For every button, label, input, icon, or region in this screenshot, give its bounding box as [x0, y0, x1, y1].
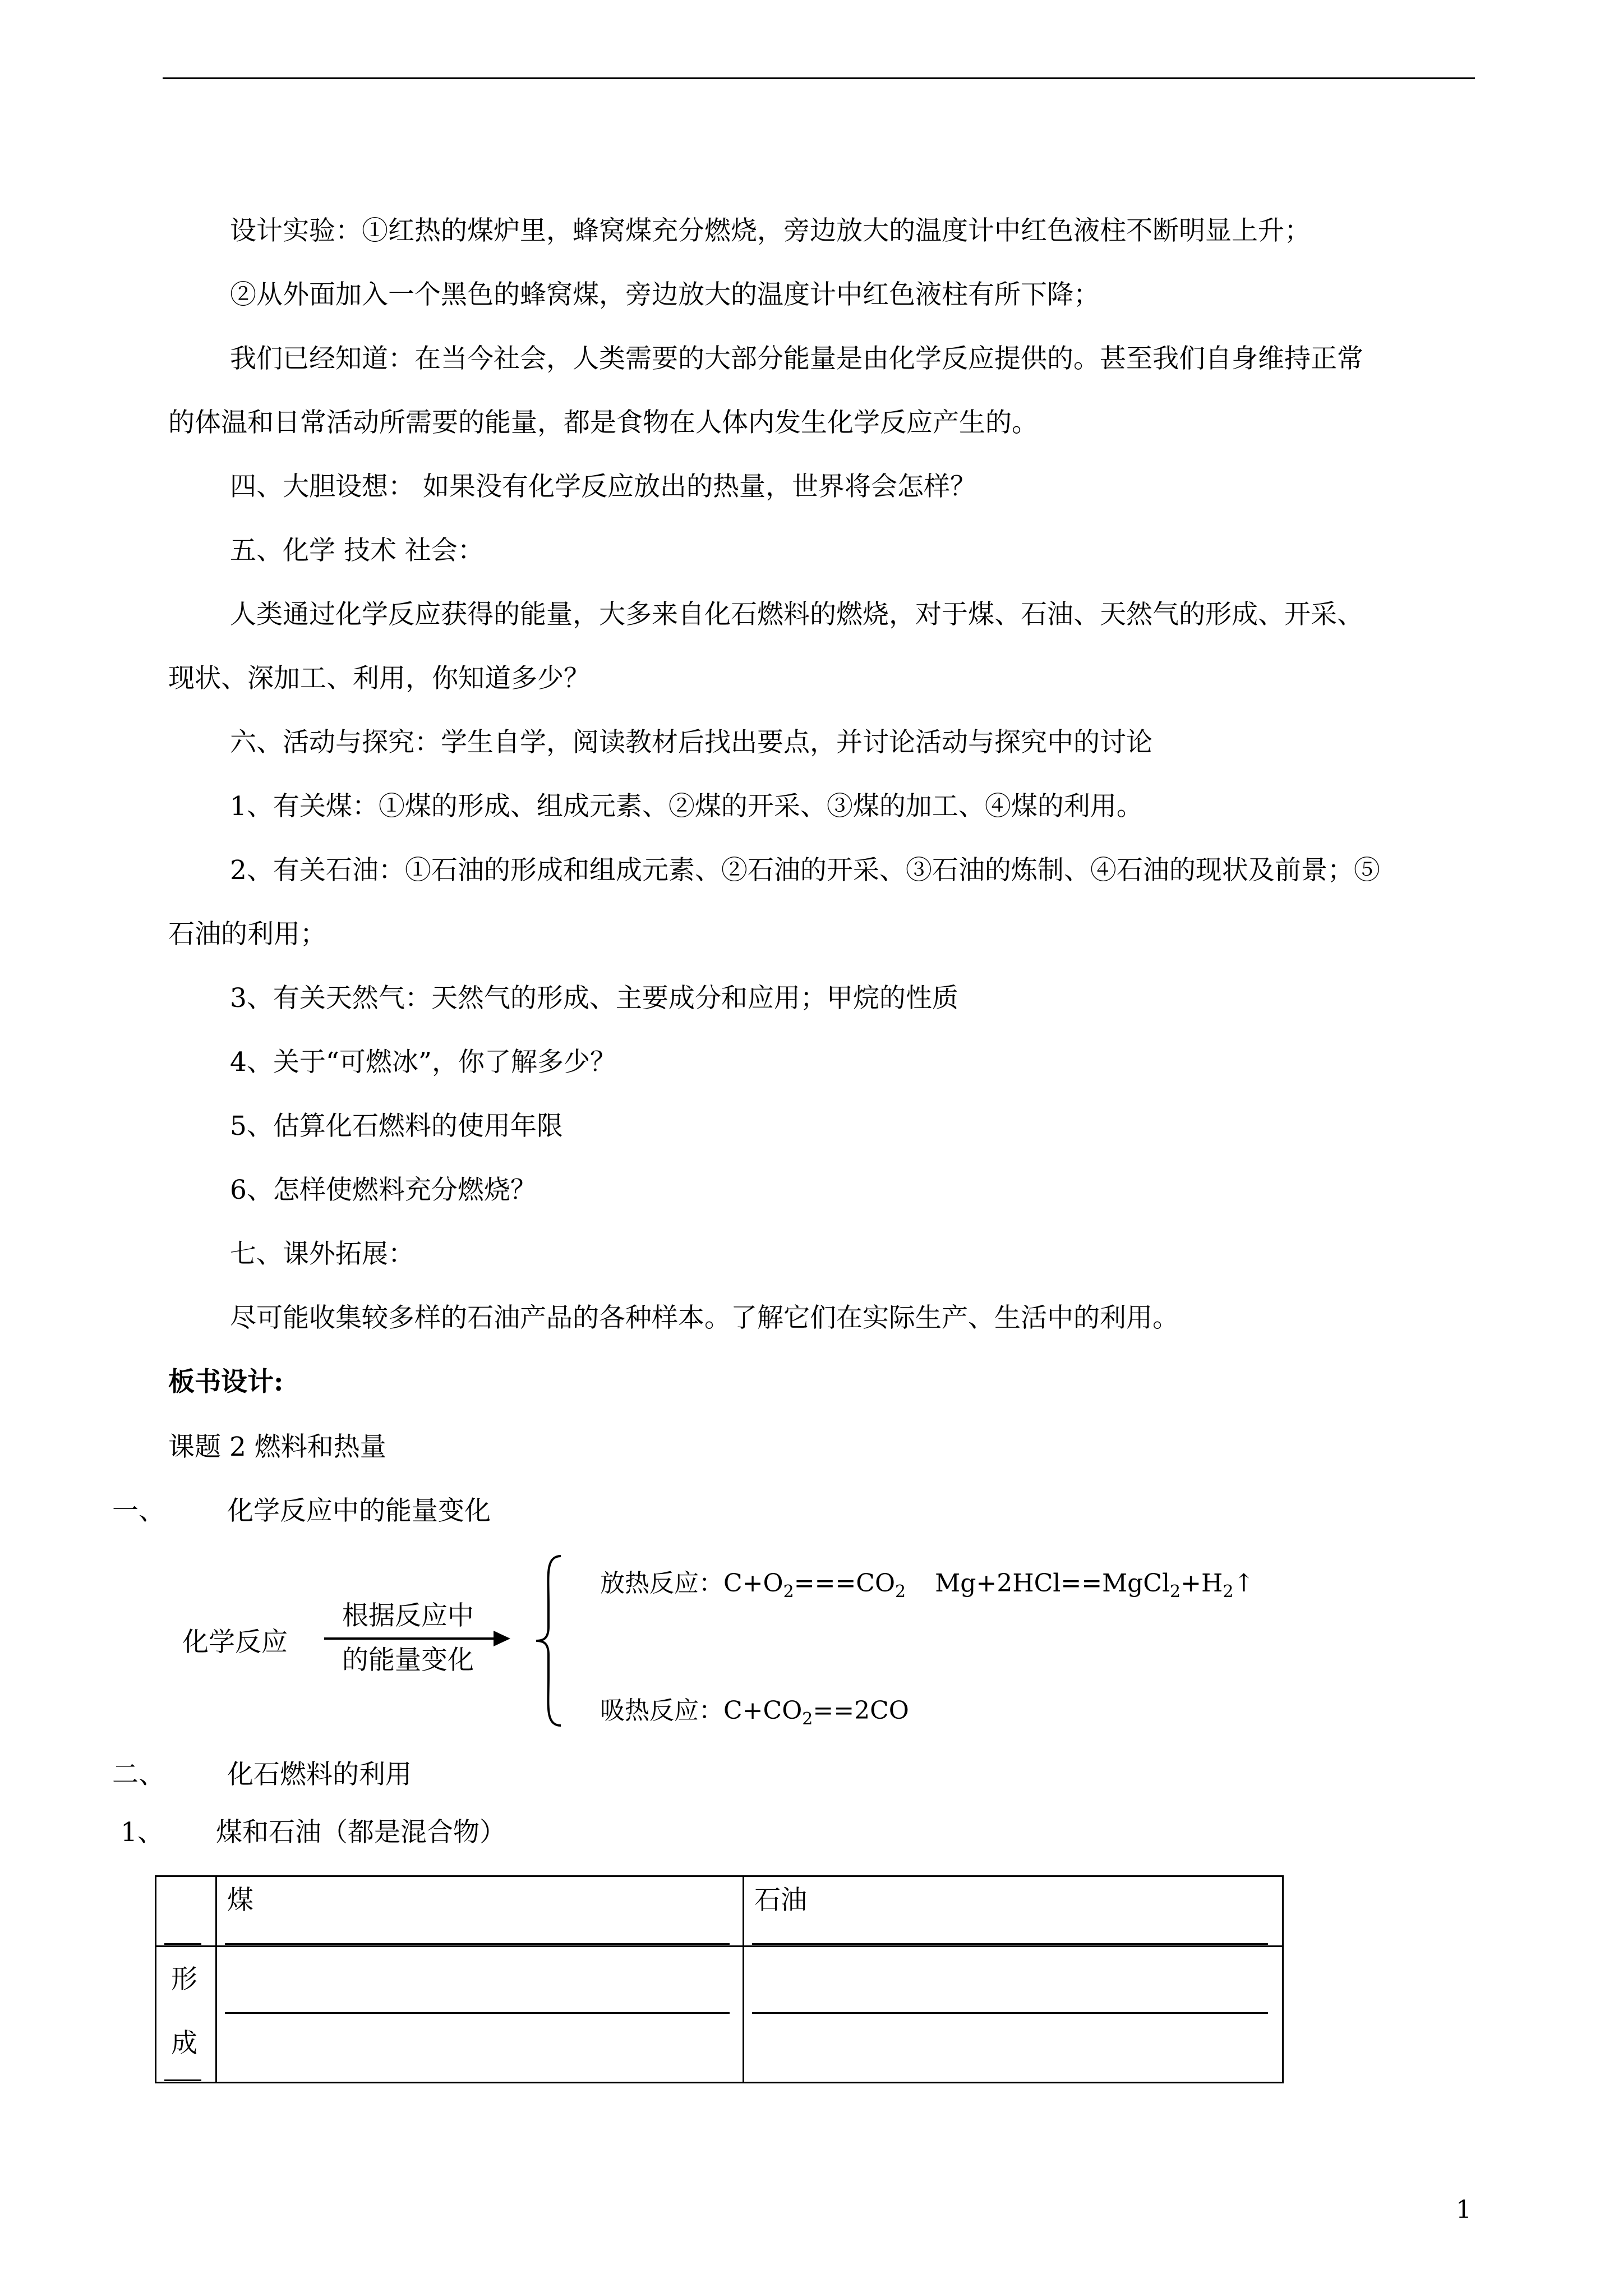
board-heading: 板书设计: — [168, 1366, 284, 1397]
body-line: 尽可能收集较多样的石油产品的各种样本。了解它们在实际生产、生活中的利用。 — [230, 1303, 1179, 1333]
body-line: 人类通过化学反应获得的能量，大多来自化石燃料的燃烧，对于煤、石油、天然气的形成、开采、 — [230, 599, 1363, 630]
gas-arrow-icon: ↑ — [1233, 1569, 1255, 1598]
body-line: 5、估算化石燃料的使用年限 — [230, 1111, 563, 1142]
section-2-number: 二、 — [112, 1759, 165, 1790]
section-1-number: 一、 — [112, 1496, 165, 1526]
body-line: 四、大胆设想： 如果没有化学反应放出的热量，世界将会怎样？ — [230, 471, 976, 502]
exo-equation-2: $Mg+2HCl==MgCl_2+H_2↑$ — [935, 1569, 1255, 1602]
body-line: 五、化学 技术 社会： — [230, 535, 484, 566]
cell-underline — [752, 1943, 1268, 1945]
exothermic-reaction — [600, 1567, 1254, 1600]
header-rule — [163, 77, 1475, 79]
exo-equation-1: $C+O_2===CO_2$ — [723, 1569, 906, 1602]
section-1-title: 化学反应中的能量变化 — [227, 1496, 491, 1526]
coal-header: 煤 — [227, 1885, 253, 1916]
arrow-label-bottom: 的能量变化 — [342, 1645, 474, 1676]
body-line: 七、课外拓展： — [230, 1239, 414, 1269]
exothermic-label: 放热反应： — [600, 1569, 723, 1598]
classification-arrow — [324, 1637, 501, 1640]
item-1-title: 煤和石油（都是混合物） — [216, 1817, 506, 1848]
body-line: ②从外面加入一个黑色的蜂窝煤，旁边放大的温度计中红色液柱有所下降； — [230, 279, 1100, 310]
coal-formation-cell — [216, 1947, 744, 2083]
row-label-char: 形 — [171, 1964, 197, 1995]
table-row-label-cell — [156, 1947, 216, 2083]
diagram-source: 化学反应 — [182, 1627, 288, 1658]
body-line: 现状、深加工、利用，你知道多少？ — [168, 663, 590, 694]
table-header-coal — [216, 1876, 744, 1947]
body-line: 6、怎样使燃料充分燃烧？ — [230, 1175, 537, 1205]
answer-blank — [225, 2012, 730, 2014]
body-line: 石油的利用； — [168, 919, 326, 950]
page-number: 1 — [1456, 2196, 1472, 2224]
coal-oil-table — [155, 1875, 1284, 2083]
section-2-title: 化石燃料的利用 — [227, 1759, 412, 1790]
table-header-oil — [744, 1876, 1283, 1947]
body-line: 4、关于“可燃冰”，你了解多少？ — [230, 1047, 616, 1078]
answer-blank — [752, 2012, 1268, 2014]
endothermic-label: 吸热反应： — [600, 1696, 723, 1725]
endo-equation: $C+CO_2==2CO$ — [723, 1696, 909, 1729]
body-line: 六、活动与探究：学生自学，阅读教材后找出要点，并讨论活动与探究中的讨论 — [230, 727, 1152, 758]
endothermic-reaction — [600, 1694, 909, 1728]
item-1-number: 1、 — [121, 1817, 164, 1848]
table-corner-cell — [156, 1876, 216, 1947]
body-line: 我们已经知道：在当今社会，人类需要的大部分能量是由化学反应提供的。甚至我们自身维持正常 — [230, 343, 1363, 374]
oil-header: 石油 — [754, 1885, 807, 1916]
cell-underline — [164, 2079, 201, 2081]
board-topic: 课题 2 燃料和热量 — [168, 1432, 386, 1462]
left-brace-icon — [533, 1554, 566, 1728]
body-line: 1、有关煤：①煤的形成、组成元素、②煤的开采、③煤的加工、④煤的利用。 — [230, 791, 1143, 822]
cell-underline — [225, 1943, 730, 1945]
body-line: 3、有关天然气：天然气的形成、主要成分和应用；甲烷的性质 — [230, 983, 958, 1014]
row-label-char: 成 — [171, 2028, 197, 2059]
body-line: 的体温和日常活动所需要的能量，都是食物在人体内发生化学反应产生的。 — [168, 407, 1038, 438]
arrow-head-icon — [494, 1631, 510, 1646]
body-line: 设计实验：①红热的煤炉里，蜂窝煤充分燃烧，旁边放大的温度计中红色液柱不断明显上升； — [230, 215, 1311, 246]
arrow-label-top: 根据反应中 — [342, 1600, 474, 1631]
oil-formation-cell — [744, 1947, 1283, 2083]
cell-underline — [164, 1943, 201, 1945]
body-line: 2、有关石油：①石油的形成和组成元素、②石油的开采、③石油的炼制、④石油的现状及前景；⑤ — [230, 855, 1380, 886]
